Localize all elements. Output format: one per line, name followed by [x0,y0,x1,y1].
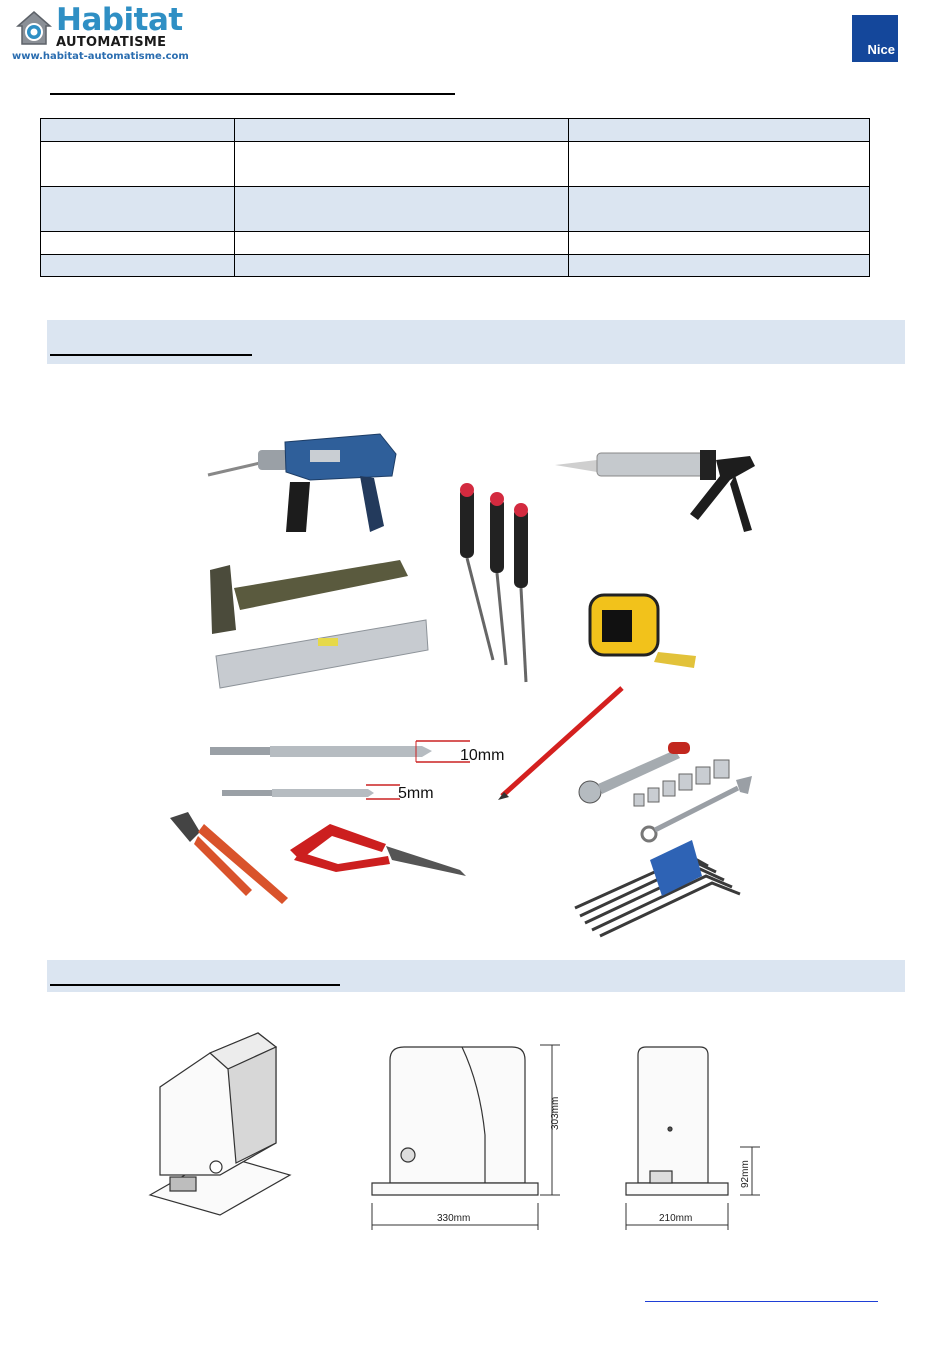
spec-table [40,118,870,277]
spirit-level-icon [216,620,428,688]
logo-title: Habitat [56,2,183,38]
width-dimension-label: 210mm [659,1213,693,1224]
section-heading-underline [50,984,340,986]
nice-logo-text: Nice [867,42,895,57]
drill-bit-label-10mm: 10mm [460,747,505,764]
allen-key-set-icon [575,840,740,936]
table-cell [41,187,235,232]
motor-unit-icon [150,1033,290,1215]
table-row [41,187,870,232]
section-heading-underline [50,354,252,356]
footer-link[interactable] [645,1301,878,1302]
length-dimension-label: 330mm [437,1213,471,1224]
table-cell [234,119,569,142]
table-cell [41,119,235,142]
bent-pliers-icon [290,824,466,876]
screwdriver-icon [460,483,528,682]
motor-front-view [372,1047,538,1195]
ratchet-socket-icon [579,742,729,806]
nice-brand-logo [852,15,898,62]
table-cell [569,142,870,187]
drill-bit-label-5mm: 5mm [398,785,434,802]
house-logo-icon [14,8,54,48]
table-row [41,232,870,255]
table-row [41,119,870,142]
table-row [41,142,870,187]
wrench-icon [642,776,752,841]
table-cell [569,187,870,232]
table-cell [41,142,235,187]
table-cell [569,232,870,255]
table-cell [41,232,235,255]
caulking-gun-icon [555,450,755,532]
table-cell [569,255,870,277]
logo-subtitle: AUTOMATISME [56,35,167,50]
hammer-icon [210,560,408,634]
power-drill-icon [208,434,396,532]
cutting-pliers-icon [170,812,288,904]
title-underline [50,93,455,95]
height-dimension-label: 303mm [550,1096,561,1130]
table-cell [234,255,569,277]
table-cell [41,255,235,277]
motor-dimension-drawings [140,1025,780,1240]
offset-dimension-label: 92mm [740,1160,751,1188]
logo-url[interactable]: www.habitat-automatisme.com [12,51,189,62]
table-cell [569,119,870,142]
tools-illustration [160,420,780,940]
table-row [41,255,870,277]
motor-side-view [626,1047,728,1195]
tape-measure-icon [590,595,696,668]
table-cell [234,232,569,255]
table-cell [234,142,569,187]
table-cell [234,187,569,232]
section-band-tools [47,320,905,364]
section-band-dimensions [47,960,905,992]
